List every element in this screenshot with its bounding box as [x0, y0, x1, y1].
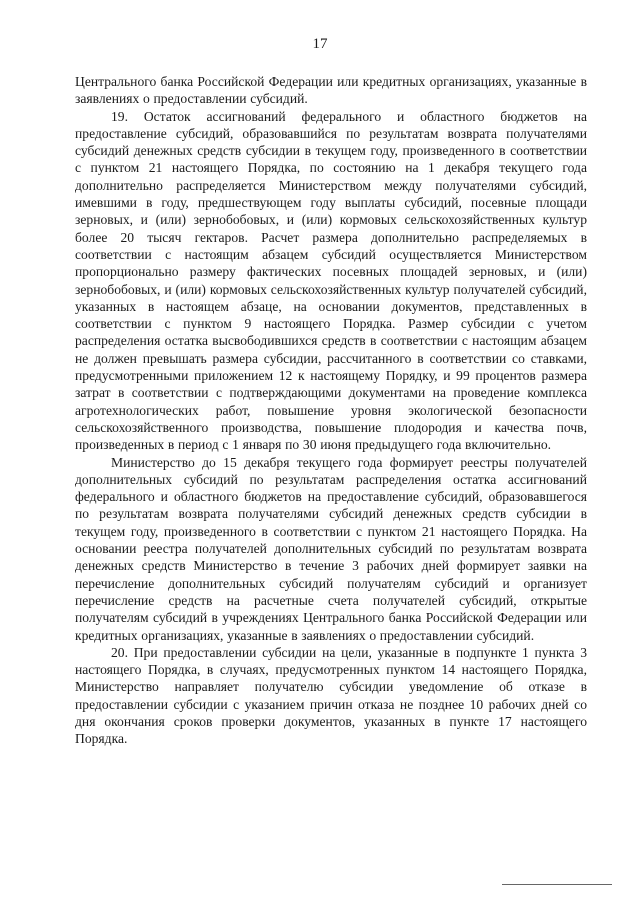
paragraph-item-20: 20. При предоставлении субсидии на цели, указанные в подпункте 1 пункта 3 настоящего Порядка, в случаях, предусмотренных пунктом 14 настоящего Порядка, Министерство направляет получателю субсидии уведомление об отказе в предоставлении субсидии с указанием причин отказа не позднее 10 рабочих дней со дня окончания сроков проверки документов, указанных в пункте 17 настоящего Порядка. — [75, 644, 587, 747]
paragraph-item-19: 19. Остаток ассигнований федерального и областного бюджетов на предоставление субсидий, образовавшийся по результатам возврата получателями субсидий денежных средств субсидии в текущем году, произведенного в соответствии с пунктом 21 настоящего Порядка, по состоянию на 1 декабря текущего года дополнительно распределяется Министерством между получателями субсидий, имевшими в году, предшествующем году выплаты субсидий, посевные площади зерновых, и (или) зернобобовых, и (или) кормовых сельскохозяйственных культур более 20 тысяч гектаров. Расчет размера дополнительно распределяемых в соответствии с настоящим абзацем субсидий осуществляется Министерством пропорционально размеру фактических посевных площадей зерновых, и (или) зернобобовых, и (или) кормовых сельскохозяйственных культур получателей субсидий, указанных в настоящем абзаце, на основании документов, представленных в соответствии с пунктом 9 настоящего Порядка. Размер субсидии с учетом распределения остатка высвободившихся средств в соответствии с настоящим абзацем не должен превышать размера субсидии, рассчитанного в соответствии со ставками, предусмотренными приложением 12 к настоящему Порядку, и 99 процентов размера затрат в соответствии с подтверждающими документами на проведение комплекса агротехнологических работ, повышение уровня экологической безопасности сельскохозяйственного производства, повышение плодородия и качества почв, произведенных в период с 1 января по 30 июня предыдущего года включительно. — [75, 108, 587, 453]
paragraph-registry: Министерство до 15 декабря текущего года формирует реестры получателей дополнительных субсидий по результатам распределения остатка ассигнований федерального и областного бюджетов на предоставление субсидий, образовавшегося по результатам возврата получателями субсидий денежных средств субсидии в текущем году, произведенного в соответствии с пунктом 21 настоящего Порядка. На основании реестра получателей дополнительных субсидий по результатам возврата денежных средств Министерство в течение 3 рабочих дней формирует заявки на перечисление дополнительных субсидий получателям субсидий и организует перечисление средств на расчетные счета получателей субсидий, открытые получателям субсидий в учреждениях Центрального банка Российской Федерации или кредитных организациях, указанные в заявлениях о предоставлении субсидий. — [75, 454, 587, 643]
paragraph-continuation: Центрального банка Российской Федерации или кредитных организациях, указанные в заявлениях о предоставлении субсидий. — [75, 74, 587, 107]
page-number: 17 — [312, 36, 328, 52]
document-body — [75, 73, 587, 748]
footer-rule — [502, 884, 612, 885]
